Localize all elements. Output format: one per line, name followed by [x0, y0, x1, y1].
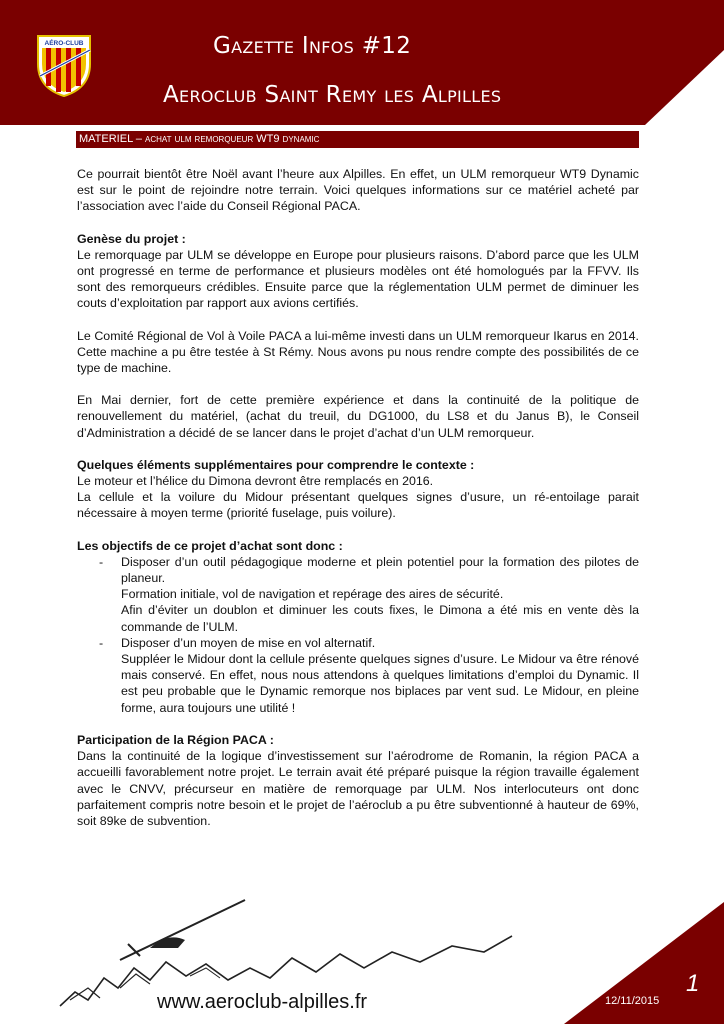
intro-paragraph: Ce pourrait bientôt être Noël avant l’heure aux Alpilles. En effet, un ULM remorqueur WT9 Dynamic est sur le point de rejoindre notre terrain. Voici quelques informations sur ce matériel acheté par l’association avec l’aide du Conseil Régional PACA. [77, 167, 639, 214]
genese-paragraph-3: En Mai dernier, fort de cette première expérience et dans la continuité de la politique de renouvellement du matériel, (achat du treuil, du DG1000, du LS8 et du Janus B), le Conseil d’Administration a décidé de se lancer dans le projet d’achat d’un ULM remorqueur. [77, 393, 639, 440]
elements-heading: Quelques éléments supplémentaires pour comprendre le contexte : [77, 457, 475, 472]
bullet-dash: - [99, 554, 104, 569]
publication-date: 12/11/2015 [605, 995, 660, 1007]
logo-text: AÉRO-CLUB [44, 40, 84, 47]
list-item [77, 554, 639, 635]
article-body [77, 166, 639, 845]
aeroclub-logo [30, 30, 98, 98]
participation-paragraph: Dans la continuité de la logique d’investissement sur l’aérodrome de Romanin, la région PACA a accueilli favorablement notre projet. Le terrain avait été préparé puisque la région travaille également avec le CNVV, précurseur en matière de remorquage par ULM. Nos interlocuteurs ont donc parfaitement compris notre besoin et le projet de l’aéroclub a pu être subventionné à hauteur de 69%, soit 89ke de subvention. [77, 749, 639, 828]
club-title: Aeroclub Saint Remy les Alpilles [163, 82, 502, 108]
header-band [0, 0, 724, 130]
section-heading-bar [76, 131, 639, 148]
participation-heading: Participation de la Région PACA : [77, 732, 274, 747]
glider-illustration [120, 900, 245, 960]
gazette-title: Gazette Infos #12 [213, 33, 412, 59]
bullet-detail-1: Formation initiale, vol de navigation et repérage des aires de sécurité. [121, 587, 504, 602]
bullet-main-text: Disposer d’un moyen de mise en vol alternatif. [121, 635, 376, 650]
page-number: 1 [686, 970, 700, 997]
website-link[interactable]: www.aeroclub-alpilles.fr [157, 991, 368, 1013]
genese-heading: Genèse du projet : [77, 231, 186, 246]
objectifs-list [77, 554, 639, 716]
list-item [77, 635, 639, 716]
bullet-detail-2: Afin d’éviter un doublon et diminuer les couts fixes, le Dimona a été mis en vente dès la commande de l’ULM. [121, 603, 639, 634]
elements-line-1: Le moteur et l’hélice du Dimona devront être remplacés en 2016. [77, 474, 434, 489]
bullet-detail-1: Suppléer le Midour dont la cellule présente quelques signes d’usure. Le Midour va être rénové mais conservé. En effet, nous nous attendons à quelques limitations d’emploi du Dynamic. Il est peu probable que le Dynamic remorque nos biplaces par vent sud. Le Midour, en pleine forme, aura toujours une utilité ! [121, 652, 639, 715]
objectifs-heading: Les objectifs de ce projet d’achat sont donc : [77, 538, 343, 553]
genese-paragraph-2: Le Comité Régional de Vol à Voile PACA a lui-même investi dans un ULM remorqueur Ikarus en 2014. Cette machine a pu être testée à St Rémy. Nous avons pu nous rendre compte des possibilités de ce type de machine. [77, 328, 639, 376]
genese-paragraph-1: Le remorquage par ULM se développe en Europe pour plusieurs raisons. D’abord parce que les ULM ont progressé en terme de performance et plusieurs modèles ont été homologués par la FFVV. Ils sont des remorqueurs crédibles. Ensuite parce que la réglementation ULM permet de diminuer les couts d’exploitation par rapport aux avions certifiés. [77, 247, 639, 311]
section-label-main: MATERIEL – [79, 133, 146, 145]
section-label-sub: achat ulm remorqueur WT9 dynamic [145, 133, 320, 145]
elements-line-2: La cellule et la voilure du Midour présentant quelques signes d’usure, un ré-entoilage parait nécessaire à moyen terme (priorité fuselage, puis voilure). [77, 490, 639, 521]
bullet-main-text: Disposer d’un outil pédagogique moderne et plein potentiel pour la formation des pilotes de planeur. [121, 554, 639, 586]
bullet-dash: - [99, 635, 104, 650]
